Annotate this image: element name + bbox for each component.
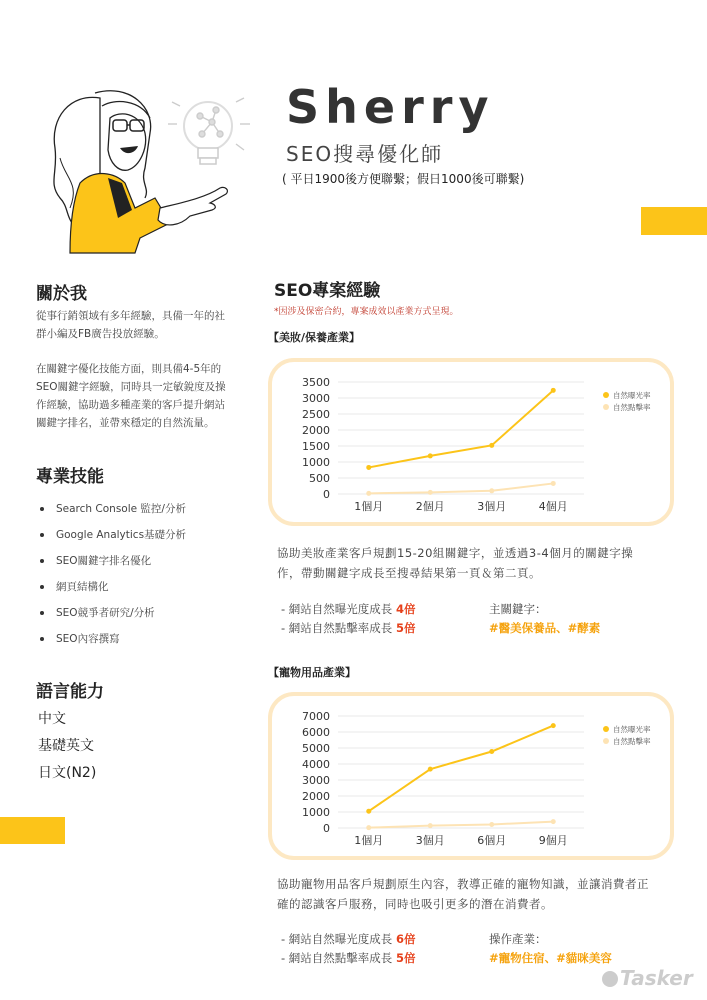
x-tick-label: 1個月 xyxy=(354,500,384,513)
y-tick-label: 4000 xyxy=(302,758,330,771)
person-name: Sherry xyxy=(286,80,495,134)
keywords-label: 主關鍵字： xyxy=(489,602,547,616)
data-point xyxy=(428,490,433,495)
project-2-industry: 【寵物用品產業】 xyxy=(268,666,356,679)
languages-list xyxy=(38,706,96,787)
series-line xyxy=(369,726,554,812)
project-1-results xyxy=(281,600,481,638)
list-item: 網頁結構化 xyxy=(38,574,238,600)
project-2-description: 協助寵物用品客戶規劃原生內容，教導正確的寵物知識，並讓消費者正確的認識客戶服務，同時也吸引更多的潛在消費者。 xyxy=(277,877,649,911)
result-label: - 網站自然點擊率成長 xyxy=(281,951,393,965)
legend-label: 自然點擊率 xyxy=(613,403,651,412)
project-1-keywords xyxy=(489,600,689,638)
list-item: 基礎英文 xyxy=(38,738,94,754)
chart-1-container xyxy=(268,358,674,526)
x-tick-label: 2個月 xyxy=(415,500,445,513)
y-tick-label: 3500 xyxy=(302,376,330,389)
x-tick-label: 1個月 xyxy=(354,834,384,847)
data-point xyxy=(366,491,371,496)
x-tick-label: 9個月 xyxy=(538,834,568,847)
data-point xyxy=(366,465,371,470)
data-point xyxy=(489,443,494,448)
result-value: 4倍 xyxy=(395,602,416,616)
y-tick-label: 2000 xyxy=(302,424,330,437)
data-point xyxy=(428,823,433,828)
y-tick-label: 1000 xyxy=(302,806,330,819)
job-title: SEO搜尋優化師 xyxy=(286,142,444,166)
list-item: Google Analytics基礎分析 xyxy=(38,522,238,548)
contact-hours: ( 平日1900後方便聯繫；假日1000後可聯繫) xyxy=(282,172,525,186)
project-1-description: 協助美妝產業客戶規劃15-20組關鍵字，並透過3-4個月的關鍵字操作，帶動關鍵字成長至搜尋結果第一頁＆第二頁。 xyxy=(277,546,634,580)
y-tick-label: 0 xyxy=(323,488,330,501)
languages-heading: 語言能力 xyxy=(36,682,104,702)
industries-label: 操作產業： xyxy=(489,932,547,946)
chart-2 xyxy=(272,696,670,856)
data-point xyxy=(489,488,494,493)
illustration-woman-lightbulb xyxy=(40,88,270,258)
legend-marker xyxy=(603,738,609,744)
result-label: - 網站自然點擊率成長 xyxy=(281,621,393,635)
x-tick-label: 6個月 xyxy=(477,834,507,847)
industries-value: #寵物住宿、#貓咪美容 xyxy=(489,951,612,965)
project-2-results xyxy=(281,930,481,968)
result-value: 5倍 xyxy=(395,951,416,965)
list-item: 中文 xyxy=(38,711,66,727)
legend-label: 自然曝光率 xyxy=(613,725,651,734)
result-value: 6倍 xyxy=(395,932,416,946)
result-label: - 網站自然曝光度成長 xyxy=(281,602,393,616)
list-item: SEO關鍵字排名優化 xyxy=(38,548,238,574)
legend-label: 自然曝光率 xyxy=(613,391,651,400)
about-paragraph-1: 從事行銷領域有多年經驗，具備一年的社群小編及FB廣告投放經驗。 xyxy=(36,310,225,340)
data-point xyxy=(366,825,371,830)
list-item: SEO內容撰寫 xyxy=(38,626,238,652)
data-point xyxy=(551,819,556,824)
series-line xyxy=(369,390,554,467)
y-tick-label: 6000 xyxy=(302,726,330,739)
series-line xyxy=(369,822,554,828)
data-point xyxy=(551,388,556,393)
tasker-logo-icon xyxy=(602,971,618,987)
data-point xyxy=(428,453,433,458)
y-tick-label: 1500 xyxy=(302,440,330,453)
y-tick-label: 7000 xyxy=(302,710,330,723)
legend-marker xyxy=(603,726,609,732)
watermark xyxy=(602,966,693,990)
confidentiality-note: *因涉及保密合約，專案成效以產業方式呈現。 xyxy=(274,307,459,317)
data-point xyxy=(428,767,433,772)
x-tick-label: 3個月 xyxy=(415,834,445,847)
y-tick-label: 500 xyxy=(309,472,330,485)
legend-marker xyxy=(603,392,609,398)
list-item: Search Console 監控/分析 xyxy=(38,496,238,522)
skills-heading: 專業技能 xyxy=(36,467,104,487)
watermark-text: Tasker xyxy=(620,966,693,990)
list-item: SEO競爭者研究/分析 xyxy=(38,600,238,626)
series-line xyxy=(369,483,554,493)
about-heading: 關於我 xyxy=(36,284,87,304)
skills-list xyxy=(38,496,238,652)
chart-2-container xyxy=(268,692,674,860)
x-tick-label: 4個月 xyxy=(538,500,568,513)
keywords-value: #醫美保養品、#酵素 xyxy=(489,621,601,635)
chart-1 xyxy=(272,362,670,522)
y-tick-label: 2000 xyxy=(302,790,330,803)
data-point xyxy=(551,481,556,486)
data-point xyxy=(551,723,556,728)
project-2-industries xyxy=(489,930,699,968)
accent-bar-right xyxy=(641,207,707,235)
about-paragraph-2: 在關鍵字優化技能方面，則具備4-5年的SEO關鍵字經驗，同時具一定敏銳度及操作經驗，協助過多種產業的客戶提升網站關鍵字排名，並帶來穩定的自然流量。 xyxy=(36,363,226,429)
x-tick-label: 3個月 xyxy=(477,500,507,513)
y-tick-label: 0 xyxy=(323,822,330,835)
result-value: 5倍 xyxy=(395,621,416,635)
data-point xyxy=(489,749,494,754)
data-point xyxy=(366,809,371,814)
legend-marker xyxy=(603,404,609,410)
list-item: 日文(N2) xyxy=(38,765,97,781)
experience-heading: SEO專案經驗 xyxy=(274,281,381,301)
y-tick-label: 3000 xyxy=(302,392,330,405)
data-point xyxy=(489,822,494,827)
project-1-industry: 【美妝/保養產業】 xyxy=(268,331,361,344)
y-tick-label: 5000 xyxy=(302,742,330,755)
accent-bar-left xyxy=(0,817,65,844)
y-tick-label: 3000 xyxy=(302,774,330,787)
y-tick-label: 2500 xyxy=(302,408,330,421)
result-label: - 網站自然曝光度成長 xyxy=(281,932,393,946)
legend-label: 自然點擊率 xyxy=(613,737,651,746)
y-tick-label: 1000 xyxy=(302,456,330,469)
